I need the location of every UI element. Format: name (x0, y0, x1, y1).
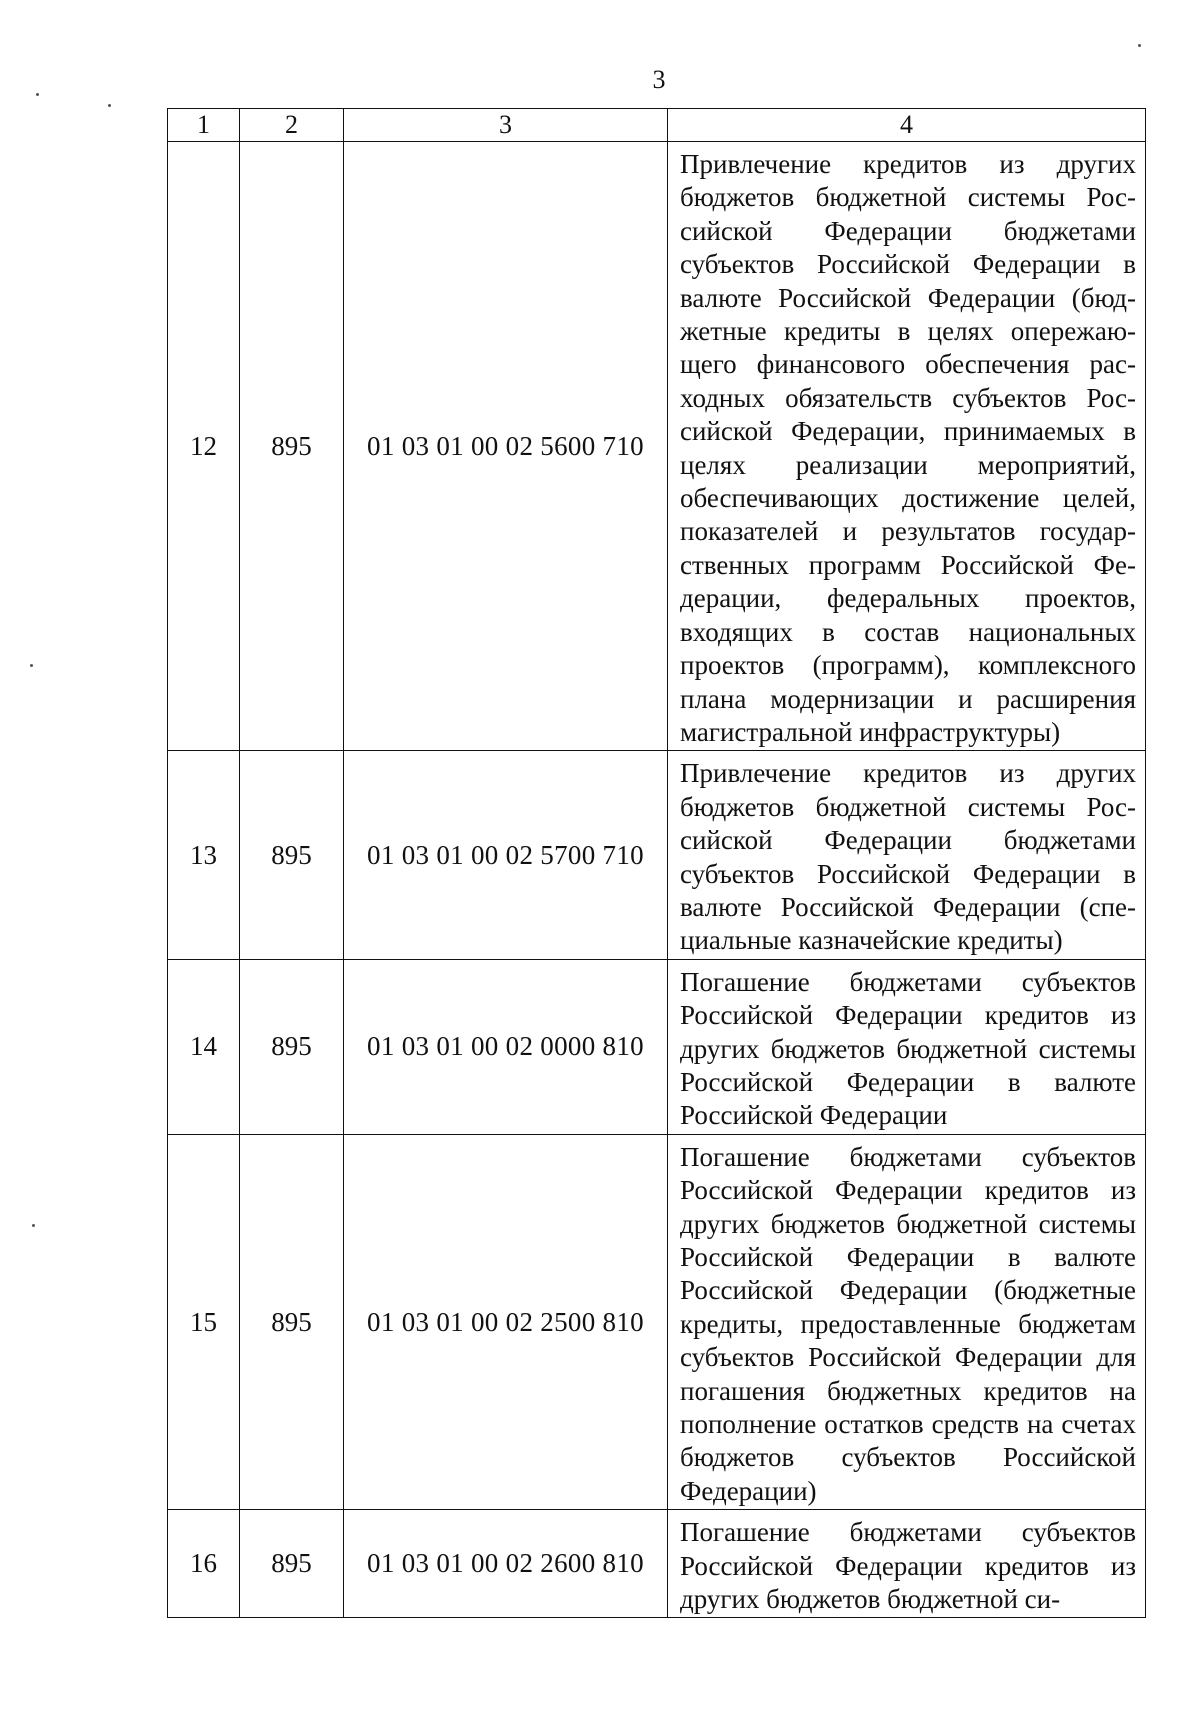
budget-classification-code: 01 03 01 00 02 2600 810 (344, 1510, 668, 1618)
row-number: 13 (168, 751, 240, 959)
code-description: Привлечение кредитов из других бюджетов бюджетной системы Российской Федерации бюджетами субъектов Российской Федерации в валюте Российской Федерации (бюджетные кредиты в целях опережающего финансового обеспечения расходных обязательств субъектов Российской Федерации, принимаемых в целях реализации мероприятий, обеспечивающих достижение целей, показателей и результатов государственных программ Российской Федерации, федеральных проектов, входящих в состав национальных проектов (программ), комплексного плана модернизации и расширения магистральной инфраструктуры) (668, 142, 1146, 751)
table-row (168, 142, 1146, 751)
row-number: 15 (168, 1134, 240, 1509)
table-header-row (168, 109, 1146, 142)
code-description: Погашение бюджетами субъектов Российской Федерации кредитов из других бюджетов бюджетной си- (668, 1510, 1146, 1618)
budget-classification-code: 01 03 01 00 02 2500 810 (344, 1134, 668, 1509)
budget-classification-code: 01 03 01 00 02 0000 810 (344, 959, 668, 1134)
budget-codes-table (167, 108, 1146, 1618)
table-row (168, 1134, 1146, 1509)
code-description: Погашение бюджетами субъектов Российской Федерации кредитов из других бюджетов бюджетной системы Российской Федерации в валюте Российской Федерации (668, 959, 1146, 1134)
scan-speckle (36, 93, 39, 96)
scan-speckle (1138, 44, 1141, 47)
row-number: 12 (168, 142, 240, 751)
admin-code: 895 (240, 751, 344, 959)
page-number: 3 (652, 65, 666, 94)
scan-speckle (108, 104, 111, 107)
scan-speckle (32, 1224, 35, 1227)
row-number: 14 (168, 959, 240, 1134)
budget-classification-code: 01 03 01 00 02 5600 710 (344, 142, 668, 751)
admin-code: 895 (240, 1134, 344, 1509)
scan-speckle (30, 664, 33, 667)
header-col-1: 1 (168, 109, 240, 142)
header-col-4: 4 (668, 109, 1146, 142)
admin-code: 895 (240, 959, 344, 1134)
table-row (168, 751, 1146, 959)
budget-classification-code: 01 03 01 00 02 5700 710 (344, 751, 668, 959)
row-number: 16 (168, 1510, 240, 1618)
table-row (168, 959, 1146, 1134)
table-row (168, 1510, 1146, 1618)
admin-code: 895 (240, 1510, 344, 1618)
header-col-2: 2 (240, 109, 344, 142)
code-description: Погашение бюджетами субъектов Российской Федерации кредитов из других бюджетов бюджетной системы Российской Федерации в валюте Российской Федерации (бюджетные кредиты, предоставленные бюджетам субъектов Российской Федерации для погашения бюджетных кредитов на пополнение остатков средств на счетах бюджетов субъектов Российской Федерации) (668, 1134, 1146, 1509)
header-col-3: 3 (344, 109, 668, 142)
admin-code: 895 (240, 142, 344, 751)
code-description: Привлечение кредитов из других бюджетов бюджетной системы Российской Федерации бюджетами субъектов Российской Федерации в валюте Российской Федерации (специальные казначейские кредиты) (668, 751, 1146, 959)
